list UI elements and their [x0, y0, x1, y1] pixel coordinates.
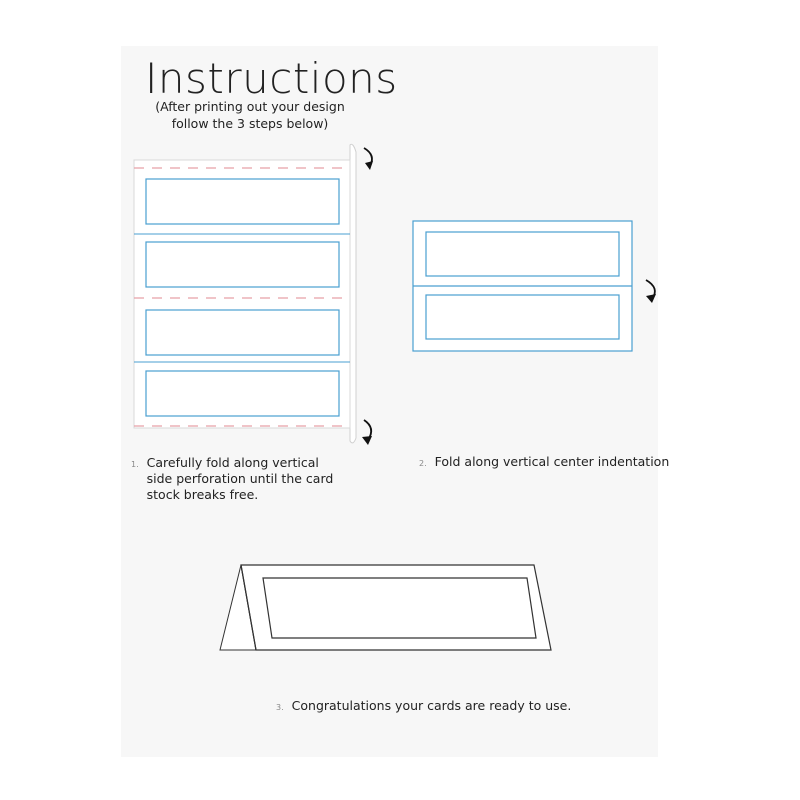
step-2-text: Fold along vertical center indentation	[434, 454, 670, 469]
step-1-number: 1.	[131, 460, 139, 469]
folded-strip-illustration	[413, 221, 656, 351]
step-3-text: Congratulations your cards are ready to use.	[291, 698, 572, 713]
subtitle-line-1: (After printing out your design	[155, 99, 345, 114]
page-title: Instructions	[145, 54, 398, 103]
step-1-text: Carefully fold along vertical side perforation until the card stock breaks free.	[146, 455, 334, 502]
card-sheet-illustration	[134, 144, 373, 445]
step-3-number: 3.	[276, 703, 284, 712]
step-2-number: 2.	[419, 459, 427, 468]
step-2	[419, 454, 669, 472]
step-3	[276, 698, 571, 716]
subtitle-line-2: follow the 3 steps below)	[171, 116, 329, 131]
tent-card-illustration	[220, 565, 551, 650]
step-1	[131, 455, 341, 503]
